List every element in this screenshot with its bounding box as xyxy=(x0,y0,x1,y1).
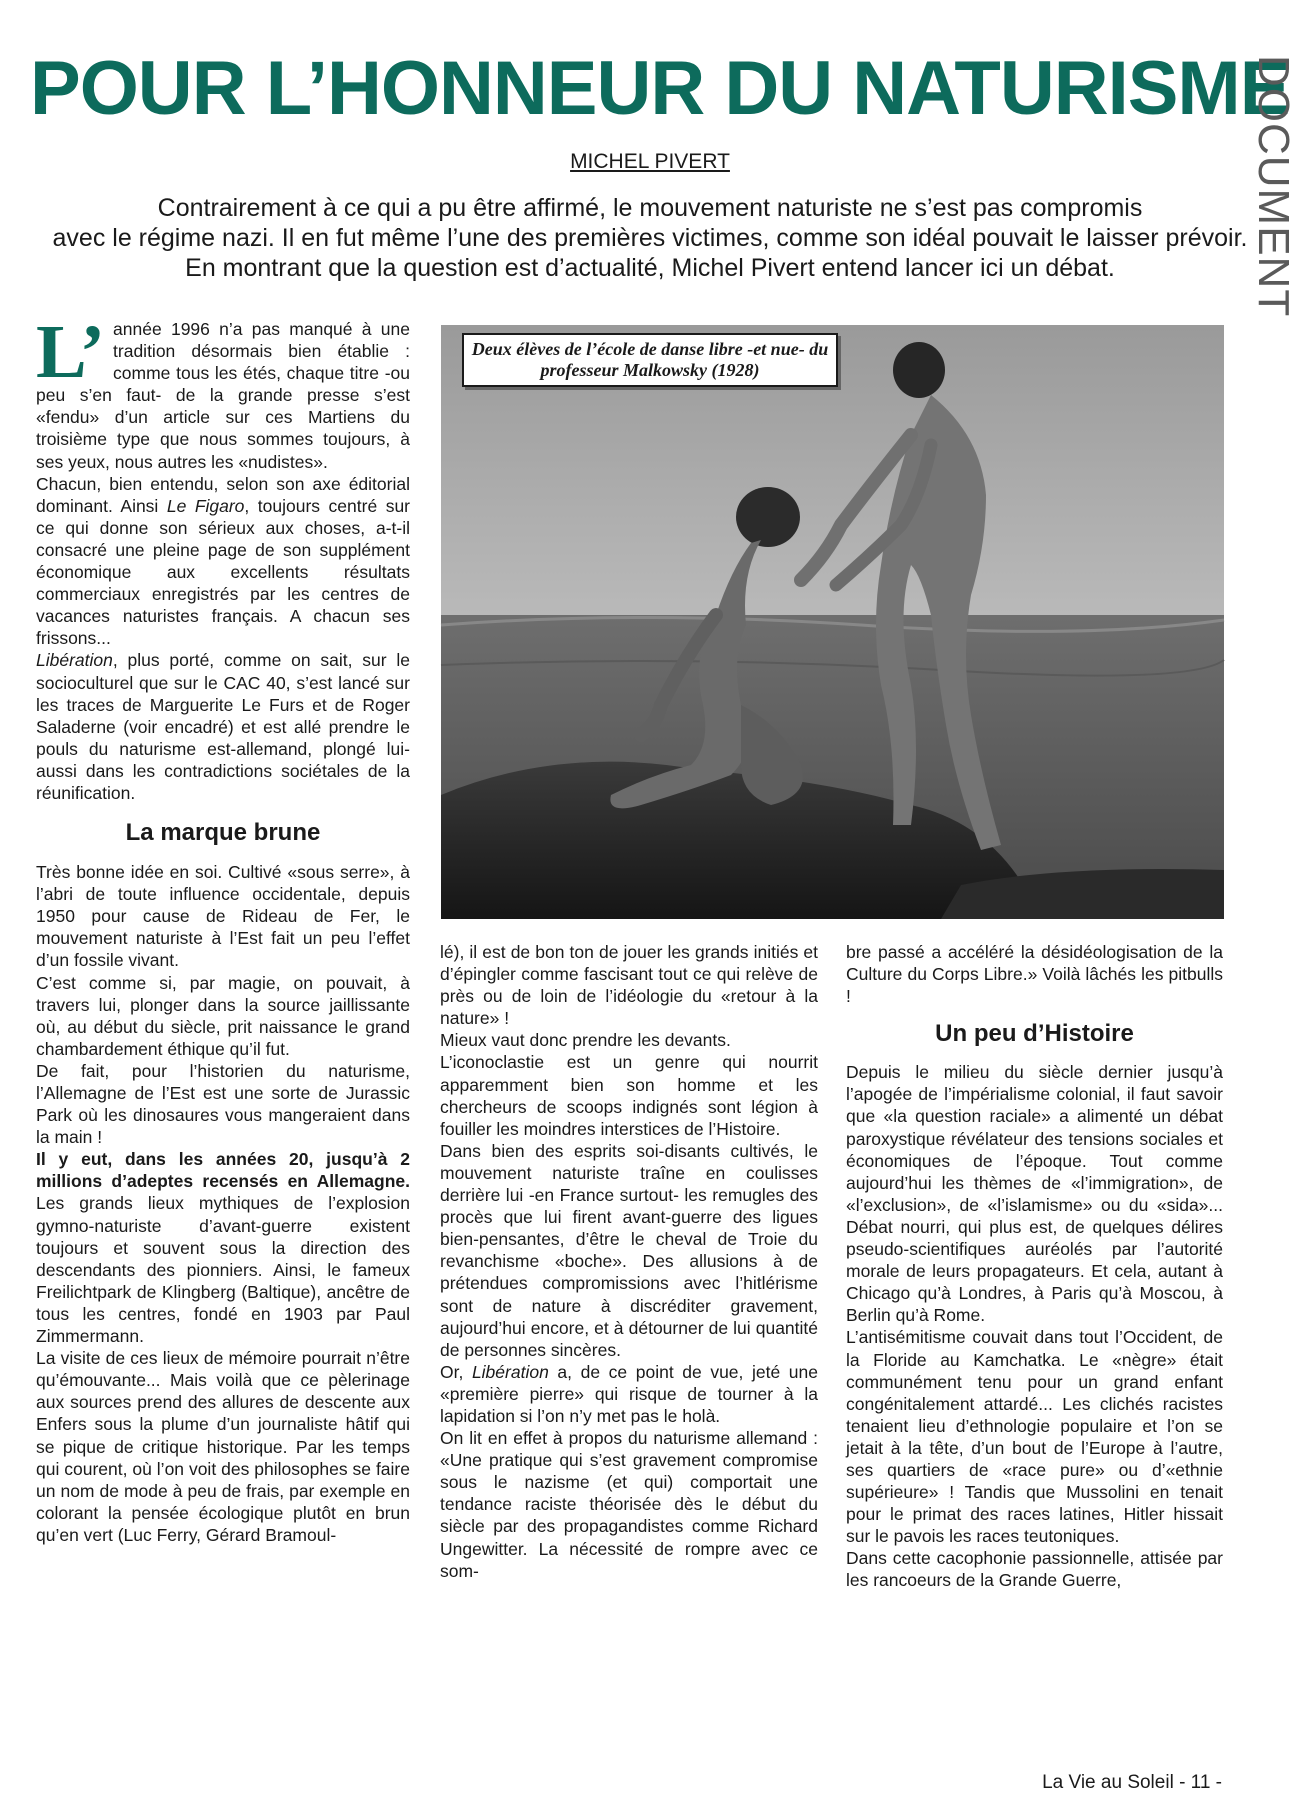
text-column-3 xyxy=(846,941,1223,1592)
paragraph: L’antisémitisme couvait dans tout l’Occident, de la Floride au Kamchatka. Le «nègre» était communément tenu pour un grand enfant congénitalement attardé... Les clichés racistes tenaient lieu d’ethnologie populaire et l’on se jetait à la tête, d’un bout de l’Europe à l’autre, ses quartiers de «race pure» ou d’«ethnie supérieure» ! Tandis que Mussolini en tenait pour le primat des races latines, Hitler hissait sur le pavois les races teutoniques. xyxy=(846,1327,1223,1547)
paragraph: L’iconoclastie est un genre qui nourrit apparemment bien son homme et les chercheurs de scoops indignés sont légion à fouiller les moindres interstices de l’Histoire. xyxy=(440,1052,818,1139)
page-footer: La Vie au Soleil - 11 - xyxy=(1042,1772,1222,1793)
paragraph: La visite de ces lieux de mémoire pourrait n’être qu’émouvante... Mais voilà que ce pèlerinage aux sources prend des allures de descente aux Enfers sous la plume d’un journaliste hâtif qui se pique de critique historique. Par les temps qui courent, où l’on voit des philosophes se faire un nom de mode à peu de frais, par exemple en colorant la pensée écologique plutôt en brun qu’en vert (Luc Ferry, Gérard Bramoul- xyxy=(36,1348,410,1545)
paragraph: Il y eut, dans les années 20, jusqu’à 2 millions d’adeptes recensés en Allemagne. Les grands lieux mythiques de l’explosion gymno-naturiste d’avant-guerre existent toujours et souvent sous la direction des descendants des pionniers. Ainsi, le fameux Freilichtpark de Klingberg (Baltique), ancêtre de tous les centres, fondé en 1903 par Paul Zimmermann. xyxy=(36,1149,410,1347)
lead-line: En montrant que la question est d’actualité, Michel Pivert entend lancer ici un débat. xyxy=(185,254,1115,282)
section-label: DOCUMENT xyxy=(1249,55,1298,318)
paragraph: Chacun, bien entendu, selon son axe éditorial dominant. Ainsi Le Figaro, toujours centré sur ce qui donne son sérieux aux choses, a-t-il consacré une pleine page de son supplément économique aux excellents résultats commerciaux enregistrés par les centres de vacances naturistes français. A chacun ses frissons... xyxy=(36,473,411,649)
lead-paragraph xyxy=(30,193,1270,283)
paragraph: Dans bien des esprits soi-disants cultivés, le mouvement naturiste traîne en coulisses derrière lui -en France surtout- les remugles des procès que lui firent avant-guerre des ligues bien-pensantes, d’être le cheval de Troie du revanchisme «boche». Des allusions à de prétendues compromissions avec l’hitlérisme sont de nature à discréditer gravement, aujourd’hui encore, et à détourner de lui quantité de personnes sincères. xyxy=(440,1140,818,1360)
paragraph: Mieux vaut donc prendre les devants. xyxy=(440,1030,731,1051)
paragraph: Très bonne idée en soi. Cultivé «sous serre», à l’abri de toute influence occidentale, depuis 1950 pour cause de Rideau de Fer, le mouvement naturiste à l’Est fait un peu l’effet d’un fossile vivant. xyxy=(36,862,410,971)
paragraph: C’est comme si, par magie, on pouvait, à travers lui, plonger dans la source jaillissante où, au début du siècle, prit naissance le grand chambardement éthique qu’il fut. xyxy=(36,972,410,1059)
author-byline: MICHEL PIVERT xyxy=(570,150,730,173)
photo-caption: Deux élèves de l’école de danse libre -et nue- du professeur Malkowsky (1928) xyxy=(462,333,838,387)
text-column-2 xyxy=(440,941,818,1582)
paragraph: lé), il est de bon ton de jouer les grands initiés et d’épingler comme fascisant tout ce qui relève de près ou de loin de l’idéologie du «retour à la nature» ! xyxy=(440,942,818,1029)
subheading-histoire: Un peu d’Histoire xyxy=(935,1020,1134,1048)
article-title: POUR L’HONNEUR DU NATURISME xyxy=(30,46,1290,131)
paragraph: Or, Libération a, de ce point de vue, jeté une «première pierre» qui risque de tourner à la lapidation si l’on n’y met pas le holà. xyxy=(440,1361,819,1426)
drop-cap: L’ xyxy=(36,310,106,394)
lead-line: avec le régime nazi. Il en fut même l’une des premières victimes, comme son idéal pouvait le laisser prévoir. xyxy=(52,224,1248,252)
text-column-1 xyxy=(36,310,411,1546)
paragraph: année 1996 n’a pas manqué à une tradition désormais bien établie : comme tous les étés, chaque titre -ou peu s’en faut- de la grande presse s’est «fendu» d’un article sur ces Martiens du troisième type que nous sommes toujours, à ses yeux, nous autres les «nudistes». xyxy=(36,319,410,472)
subheading-marque-brune: La marque brune xyxy=(125,819,321,847)
paragraph: bre passé a accéléré la désidéologisation de la Culture du Corps Libre.» Voilà lâchés les pitbulls ! xyxy=(846,942,1223,1007)
paragraph: De fait, pour l’historien du naturisme, l’Allemagne de l’Est est une sorte de Jurassic Park où les dinosaures vous mangeraient dans la main ! xyxy=(36,1060,410,1148)
paragraph: On lit en effet à propos du naturisme allemand : «Une pratique qui s’est gravement compromise sous le nazisme (et qui) comportait une tendance raciste théorisée dès le début du siècle par des propagandistes comme Richard Ungewitter. La nécessité de rompre avec ce som- xyxy=(440,1428,818,1581)
paragraph: Libération, plus porté, comme on sait, sur le socioculturel que sur le CAC 40, s’est lancé sur les traces de Marguerite Le Furs et de Roger Saladerne (voir encadré) et est allé prendre le pouls du naturisme est-allemand, plongé lui-aussi dans les contradictions sociétales de la réunification. xyxy=(36,650,410,803)
historical-photo xyxy=(441,325,1224,919)
lead-line: Contrairement à ce qui a pu être affirmé, le mouvement naturiste ne s’est pas compromis xyxy=(157,194,1143,222)
paragraph: Depuis le milieu du siècle dernier jusqu’à l’apogée de l’impérialisme colonial, il faut savoir que «la question raciale» a alimenté un débat paroxystique révélateur des tensions sociales et économiques de l’époque. Tout comme aujourd’hui les thèmes de «l’immigration», de «l’exclusion», de «l’islamisme» ou du «sida»... Débat nourri, qui plus est, de quelques délires pseudo-scientifiques auréolés par l’autorité morale de leurs propagateurs. Et cela, autant à Chicago qu’à Londres, à Paris qu’à Moscou, à Berlin qu’à Rome. xyxy=(846,1062,1223,1326)
paragraph: Dans cette cacophonie passionnelle, attisée par les rancoeurs de la Grande Guerre, xyxy=(846,1548,1223,1591)
